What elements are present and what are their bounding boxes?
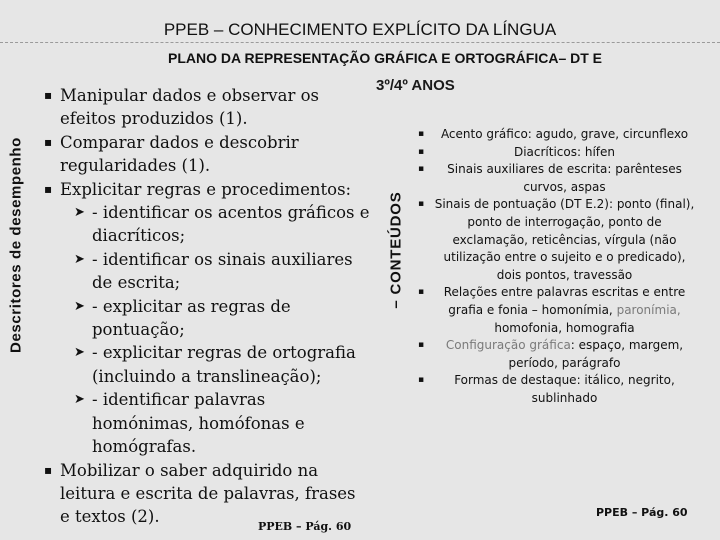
sub-list-item-text: - explicitar regras de ortografia (incluindo a translineação); [92,343,356,386]
square-bullet-icon: ▪ [44,134,53,149]
list-item-text: Comparar dados e descobrir regularidades (1). [60,132,299,176]
sub-list-item [40,295,370,342]
contents-list [418,126,698,408]
square-bullet-icon: ▪ [418,287,425,298]
list-item [418,284,698,337]
arrow-bullet-icon: ➤ [74,345,85,361]
list-item-text: Diacríticos: hífen [513,144,616,159]
list-item [418,144,698,162]
list-item [418,337,698,372]
square-bullet-icon: ▪ [44,462,53,477]
list-item-text: Sinais auxiliares de escrita: parênteses curvos, aspas [447,162,682,194]
page-reference: PPEB – Pág. 60 [596,506,688,519]
descriptors-side-label-text: Descritores de desempenho [7,137,25,353]
list-item-text: Mobilizar o saber adquirido na leitura e escrita de palavras, frases e textos (2). [60,460,356,527]
grade-label: 3º/4º ANOS [376,77,455,94]
sub-list-item-text: - explicitar as regras de pontuação; [92,296,291,340]
sub-list-item [40,388,370,458]
page-reference: PPEB – Pág. 60 [258,520,352,533]
list-item-text: Explicitar regras e procedimentos: [60,179,352,199]
square-bullet-icon: ▪ [418,340,425,351]
list-item-text: Sinais de pontuação (DT E.2): ponto (final), ponto de interrogação, ponto de exclamação, reticências, vírgula (não utilização entre o sujeito e o predicado), dois pontos, travessão [434,197,695,282]
square-bullet-icon: ▪ [44,181,53,196]
contents-side-label-text: – CONTEÚDOS [387,191,405,309]
arrow-bullet-icon: ➤ [74,392,85,408]
contents-side-label [384,160,408,340]
sub-list-item-text: - identificar os sinais auxiliares de escrita; [92,249,353,293]
square-bullet-icon: ▪ [418,164,425,175]
square-bullet-icon: ▪ [44,88,53,102]
sub-list-item-text: - identificar palavras homónimas, homófonas e homógrafas. [92,390,305,457]
list-item [40,84,370,131]
arrow-bullet-icon: ➤ [74,298,85,314]
list-item-text: Relações entre palavras escritas e entre grafia e fonia – [443,285,686,317]
list-item [40,131,370,178]
sub-list-item [40,341,370,388]
list-item [418,161,698,196]
arrow-bullet-icon: ➤ [74,251,85,267]
list-item [418,196,698,284]
list-item [40,459,370,529]
list-item [418,126,698,144]
list-item-text: Manipular dados e observar os efeitos produzidos (1). [60,86,319,129]
list-item-text-muted: Configuração gráfica [445,338,571,353]
list-item-text: Formas de destaque: itálico, negrito, sublinhado [454,373,675,405]
list-item [40,178,370,201]
sub-list-item [40,201,370,248]
list-item-text: homofonia, homografia [494,320,635,335]
page-subtitle: PLANO DA REPRESENTAÇÃO GRÁFICA E ORTOGRÁFICA– DT E [167,50,603,66]
list-item-text: homonímia, [541,302,613,317]
square-bullet-icon: ▪ [418,146,425,157]
sub-list-item-text: - identificar os acentos gráficos e diacríticos; [92,203,370,246]
square-bullet-icon: ▪ [418,129,425,139]
arrow-bullet-icon: ➤ [74,205,85,221]
list-item-text-muted: paronímia, [616,302,681,317]
square-bullet-icon: ▪ [418,375,425,386]
list-item-text: : espaço, margem, período, parágrafo [508,338,684,370]
page-title: PPEB – CONHECIMENTO EXPLÍCITO DA LÍNGUA [163,20,557,39]
descriptors-list [40,84,370,529]
list-item-text: Acento gráfico: agudo, grave, circunflexo [440,127,689,141]
sub-list-item [40,248,370,295]
descriptors-side-label [2,100,30,390]
title-divider [0,42,720,43]
square-bullet-icon: ▪ [418,199,425,210]
list-item [418,372,698,407]
